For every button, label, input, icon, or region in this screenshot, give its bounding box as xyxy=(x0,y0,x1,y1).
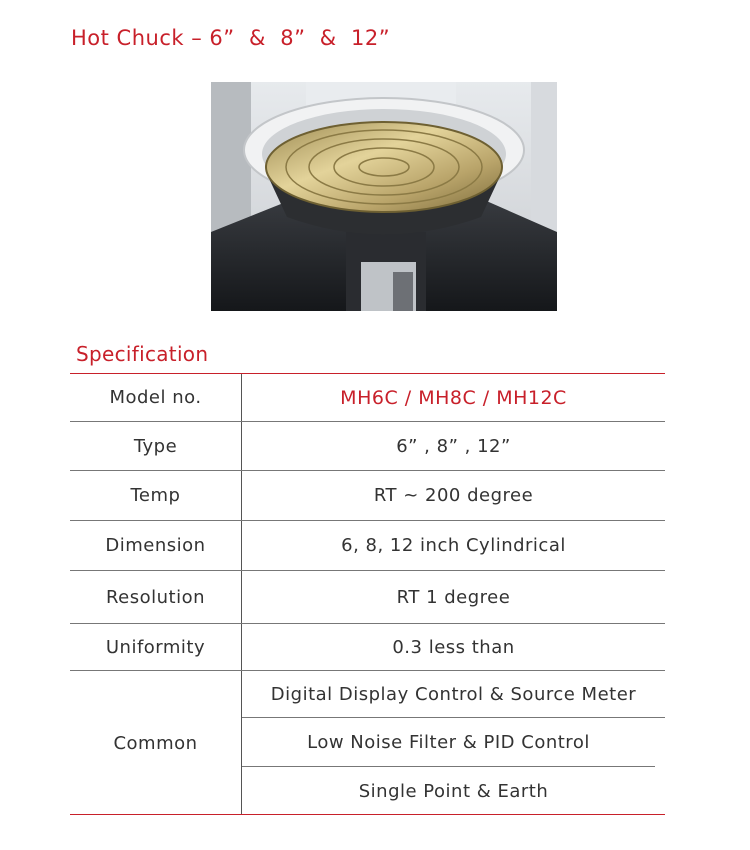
spec-key: Resolution xyxy=(70,571,242,623)
spec-value: RT ~ 200 degree xyxy=(373,485,534,506)
hot-chuck-product-photo xyxy=(211,82,557,311)
spec-row-resolution xyxy=(70,571,665,624)
spec-row-dimension xyxy=(70,521,665,571)
spec-key: Uniformity xyxy=(70,624,242,670)
common-value: Single Point & Earth xyxy=(358,780,549,802)
spec-value: 0.3 less than xyxy=(392,636,515,658)
spec-key: Temp xyxy=(70,471,242,520)
common-value: Digital Display Control & Source Meter xyxy=(242,671,665,718)
spec-value: 6, 8, 12 inch Cylindrical xyxy=(341,535,566,556)
common-values xyxy=(242,671,665,815)
spec-row-common xyxy=(70,671,665,815)
spec-row-type xyxy=(70,422,665,471)
spec-value: RT 1 degree xyxy=(396,586,511,608)
spec-table xyxy=(70,374,665,815)
spec-row-temp xyxy=(70,471,665,521)
page-title: Hot Chuck – 6” & 8” & 12” xyxy=(71,26,391,50)
spec-key: Model no. xyxy=(70,374,242,421)
spec-key: Common xyxy=(70,671,242,815)
specification-heading: Specification xyxy=(76,342,209,366)
spec-bottom-rule xyxy=(70,814,665,815)
common-value: Low Noise Filter & PID Control xyxy=(242,718,655,767)
spec-row-uniformity xyxy=(70,624,665,671)
spec-row-model xyxy=(70,374,665,422)
spec-key: Type xyxy=(70,422,242,470)
spec-key: Dimension xyxy=(70,521,242,570)
spec-value: 6” , 8” , 12” xyxy=(396,435,511,457)
spec-value: MH6C / MH8C / MH12C xyxy=(340,386,567,409)
